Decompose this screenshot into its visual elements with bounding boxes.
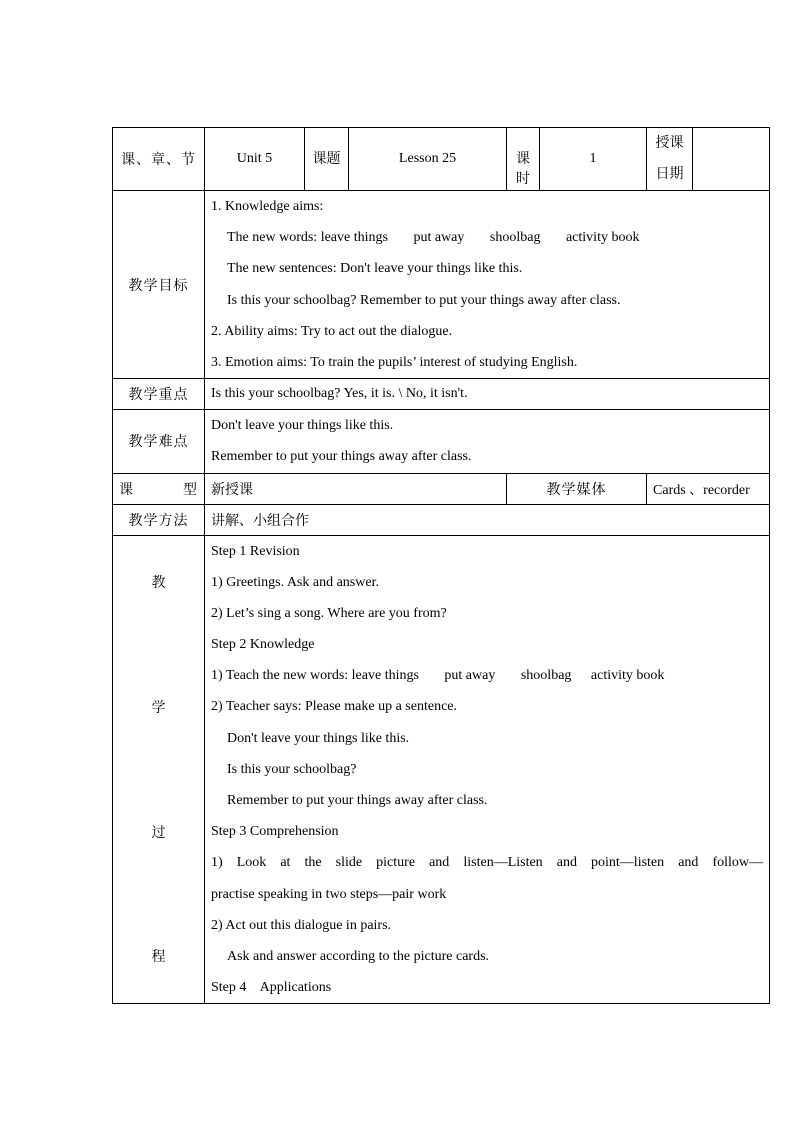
media-label: 教学媒体 bbox=[507, 473, 647, 504]
process-line bbox=[211, 660, 763, 691]
process-content bbox=[205, 535, 770, 1004]
process-line: Step 3 Comprehension bbox=[211, 824, 339, 840]
new-word: The new words: leave things bbox=[227, 230, 388, 246]
key-points-label: 教学重点 bbox=[113, 379, 205, 410]
process-line: Don't leave your things like this. bbox=[227, 730, 410, 746]
objectives-label: 教学目标 bbox=[113, 191, 205, 379]
process-line: 2) Let’s sing a song. Where are you from? bbox=[211, 605, 447, 621]
key-points-value: Is this your schoolbag? Yes, it is. \ No, it isn't. bbox=[205, 379, 770, 410]
date-label bbox=[647, 128, 693, 191]
topic-label: 课题 bbox=[305, 128, 349, 191]
difficulties-line: Don't leave your things like this. bbox=[211, 418, 394, 434]
process-label-char: 教 bbox=[151, 576, 166, 592]
period-label: 课时 bbox=[507, 128, 540, 191]
process-label-char: 过 bbox=[151, 826, 166, 842]
methods-value: 讲解、小组合作 bbox=[205, 504, 770, 535]
methods-row bbox=[113, 504, 770, 535]
process-line: Step 1 Revision bbox=[211, 543, 300, 559]
difficulties-row bbox=[113, 410, 770, 473]
header-row bbox=[113, 128, 770, 191]
unit-label: 课、章、节 bbox=[113, 128, 205, 191]
topic-value: Lesson 25 bbox=[349, 128, 507, 191]
media-value: Cards 、recorder bbox=[647, 473, 770, 504]
date-label-line-1: 授课 bbox=[655, 136, 684, 151]
process-line: Step 2 Knowledge bbox=[211, 637, 315, 653]
difficulties-line: Remember to put your things away after class. bbox=[211, 449, 472, 465]
process-label bbox=[113, 535, 205, 1004]
difficulties-content bbox=[205, 410, 770, 473]
process-line: 2) Teacher says: Please make up a sentence. bbox=[211, 699, 457, 715]
objectives-line: 2. Ability aims: Try to act out the dialogue. bbox=[211, 323, 453, 339]
methods-label: 教学方法 bbox=[113, 504, 205, 535]
process-line: 1) Greetings. Ask and answer. bbox=[211, 574, 379, 590]
objectives-line: 3. Emotion aims: To train the pupils’ interest of studying English. bbox=[211, 354, 578, 370]
process-line: 2) Act out this dialogue in pairs. bbox=[211, 917, 392, 933]
date-value bbox=[693, 128, 770, 191]
new-word: put away bbox=[413, 230, 465, 246]
objectives-line: Is this your schoolbag? Remember to put your things away after class. bbox=[227, 292, 621, 308]
process-line: Step 4 Applications bbox=[211, 980, 332, 996]
new-word: activity book bbox=[590, 668, 665, 684]
process-label-char: 程 bbox=[151, 950, 166, 966]
process-line: Ask and answer according to the picture cards. bbox=[227, 948, 490, 964]
new-word: 1) Teach the new words: leave things bbox=[211, 668, 419, 684]
unit-value: Unit 5 bbox=[205, 128, 305, 191]
key-points-row bbox=[113, 379, 770, 410]
lesson-plan-table bbox=[112, 127, 770, 1004]
lesson-type-label: 课型 bbox=[113, 473, 205, 504]
process-label-char: 学 bbox=[151, 701, 166, 717]
period-value: 1 bbox=[540, 128, 647, 191]
objectives-line: 1. Knowledge aims: bbox=[211, 199, 324, 214]
new-word: shoolbag bbox=[520, 668, 572, 684]
objectives-line: The new sentences: Don't leave your things like this. bbox=[227, 261, 523, 277]
new-word: put away bbox=[444, 668, 496, 684]
process-line: Remember to put your things away after class. bbox=[227, 793, 488, 808]
date-label-line-2: 日期 bbox=[655, 167, 684, 182]
process-line: Is this your schoolbag? bbox=[227, 761, 357, 777]
new-word: shoolbag bbox=[489, 230, 541, 246]
objectives-line bbox=[211, 222, 763, 253]
process-row bbox=[113, 535, 770, 1004]
objectives-content bbox=[205, 191, 770, 379]
objectives-row bbox=[113, 191, 770, 379]
difficulties-label: 教学难点 bbox=[113, 410, 205, 473]
process-line: 1) Look at the slide picture and listen—Listen and point—listen and follow— bbox=[211, 855, 764, 871]
process-line: practise speaking in two steps—pair work bbox=[211, 886, 447, 902]
new-word: activity book bbox=[565, 230, 640, 246]
lesson-type-row bbox=[113, 473, 770, 504]
lesson-type-value: 新授课 bbox=[205, 473, 507, 504]
